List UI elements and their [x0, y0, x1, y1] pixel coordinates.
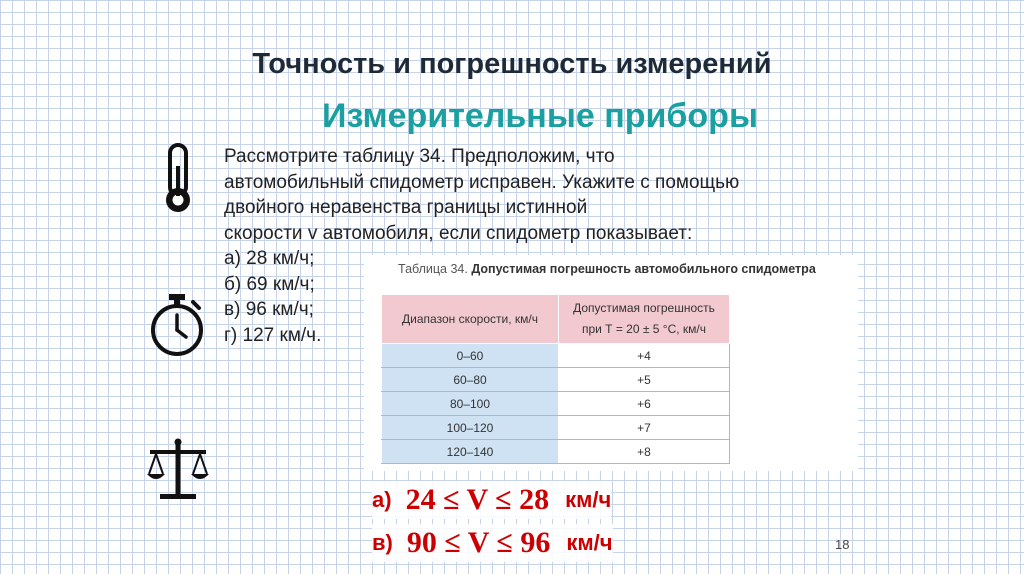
page-number: 18: [835, 537, 850, 552]
answer-a: [372, 481, 611, 519]
table-row: [382, 440, 730, 464]
thermometer-icon: [160, 142, 196, 216]
tolerance-cell: +8: [559, 440, 730, 464]
tolerance-cell: +5: [559, 368, 730, 392]
tolerance-cell: +7: [559, 416, 730, 440]
tolerance-cell: +6: [559, 392, 730, 416]
table-caption: [398, 262, 816, 276]
table-panel: [364, 255, 858, 471]
problem-line: Рассмотрите таблицу 34. Предположим, что: [224, 146, 615, 167]
problem-line: автомобильный спидометр исправен. Укажите с помощью: [224, 171, 740, 193]
scales-icon: [146, 436, 210, 504]
range-cell: 100–120: [382, 416, 559, 440]
table-caption-title: Допустимая погрешность автомобильного спидометра: [471, 262, 816, 276]
table-caption-prefix: Таблица 34.: [398, 262, 468, 276]
answer-unit: км/ч: [565, 487, 612, 512]
problem-option-c: в) 96 км/ч;: [224, 299, 314, 320]
answer-inequality: 24 ≤ V ≤ 28: [405, 483, 550, 516]
table-header-row: [382, 295, 730, 344]
problem-option-b: б) 69 км/ч;: [224, 273, 315, 295]
range-cell: 120–140: [382, 440, 559, 464]
tolerance-cell: +4: [559, 344, 730, 368]
header-tolerance-line1: Допустимая погрешность: [573, 301, 715, 315]
range-cell: 60–80: [382, 368, 559, 392]
slide-subtitle: Измерительные приборы: [322, 97, 758, 135]
table-row: [382, 392, 730, 416]
slide-title: Точность и погрешность измерений: [252, 48, 772, 80]
answer-inequality: 90 ≤ V ≤ 96: [406, 526, 551, 559]
answer-label: а): [372, 487, 392, 512]
problem-line: двойного неравенства границы истинной: [224, 197, 588, 218]
header-tolerance: [559, 295, 730, 344]
range-cell: 0–60: [382, 344, 559, 368]
header-range: Диапазон скорости, км/ч: [382, 295, 559, 344]
answer-unit: км/ч: [566, 530, 613, 555]
tolerance-table: [381, 294, 730, 464]
problem-option-a: а) 28 км/ч;: [224, 248, 315, 269]
stopwatch-icon: [148, 292, 206, 358]
table-row: [382, 368, 730, 392]
problem-line: скорости v автомобиля, если спидометр показывает:: [224, 222, 693, 244]
header-tolerance-line2: при Т = 20 ± 5 °С, км/ч: [581, 322, 707, 336]
range-cell: 80–100: [382, 392, 559, 416]
table-row: [382, 344, 730, 368]
answer-c: [372, 524, 613, 562]
answer-label: в): [372, 530, 393, 555]
table-row: [382, 416, 730, 440]
problem-option-d: г) 127 км/ч.: [224, 324, 322, 346]
